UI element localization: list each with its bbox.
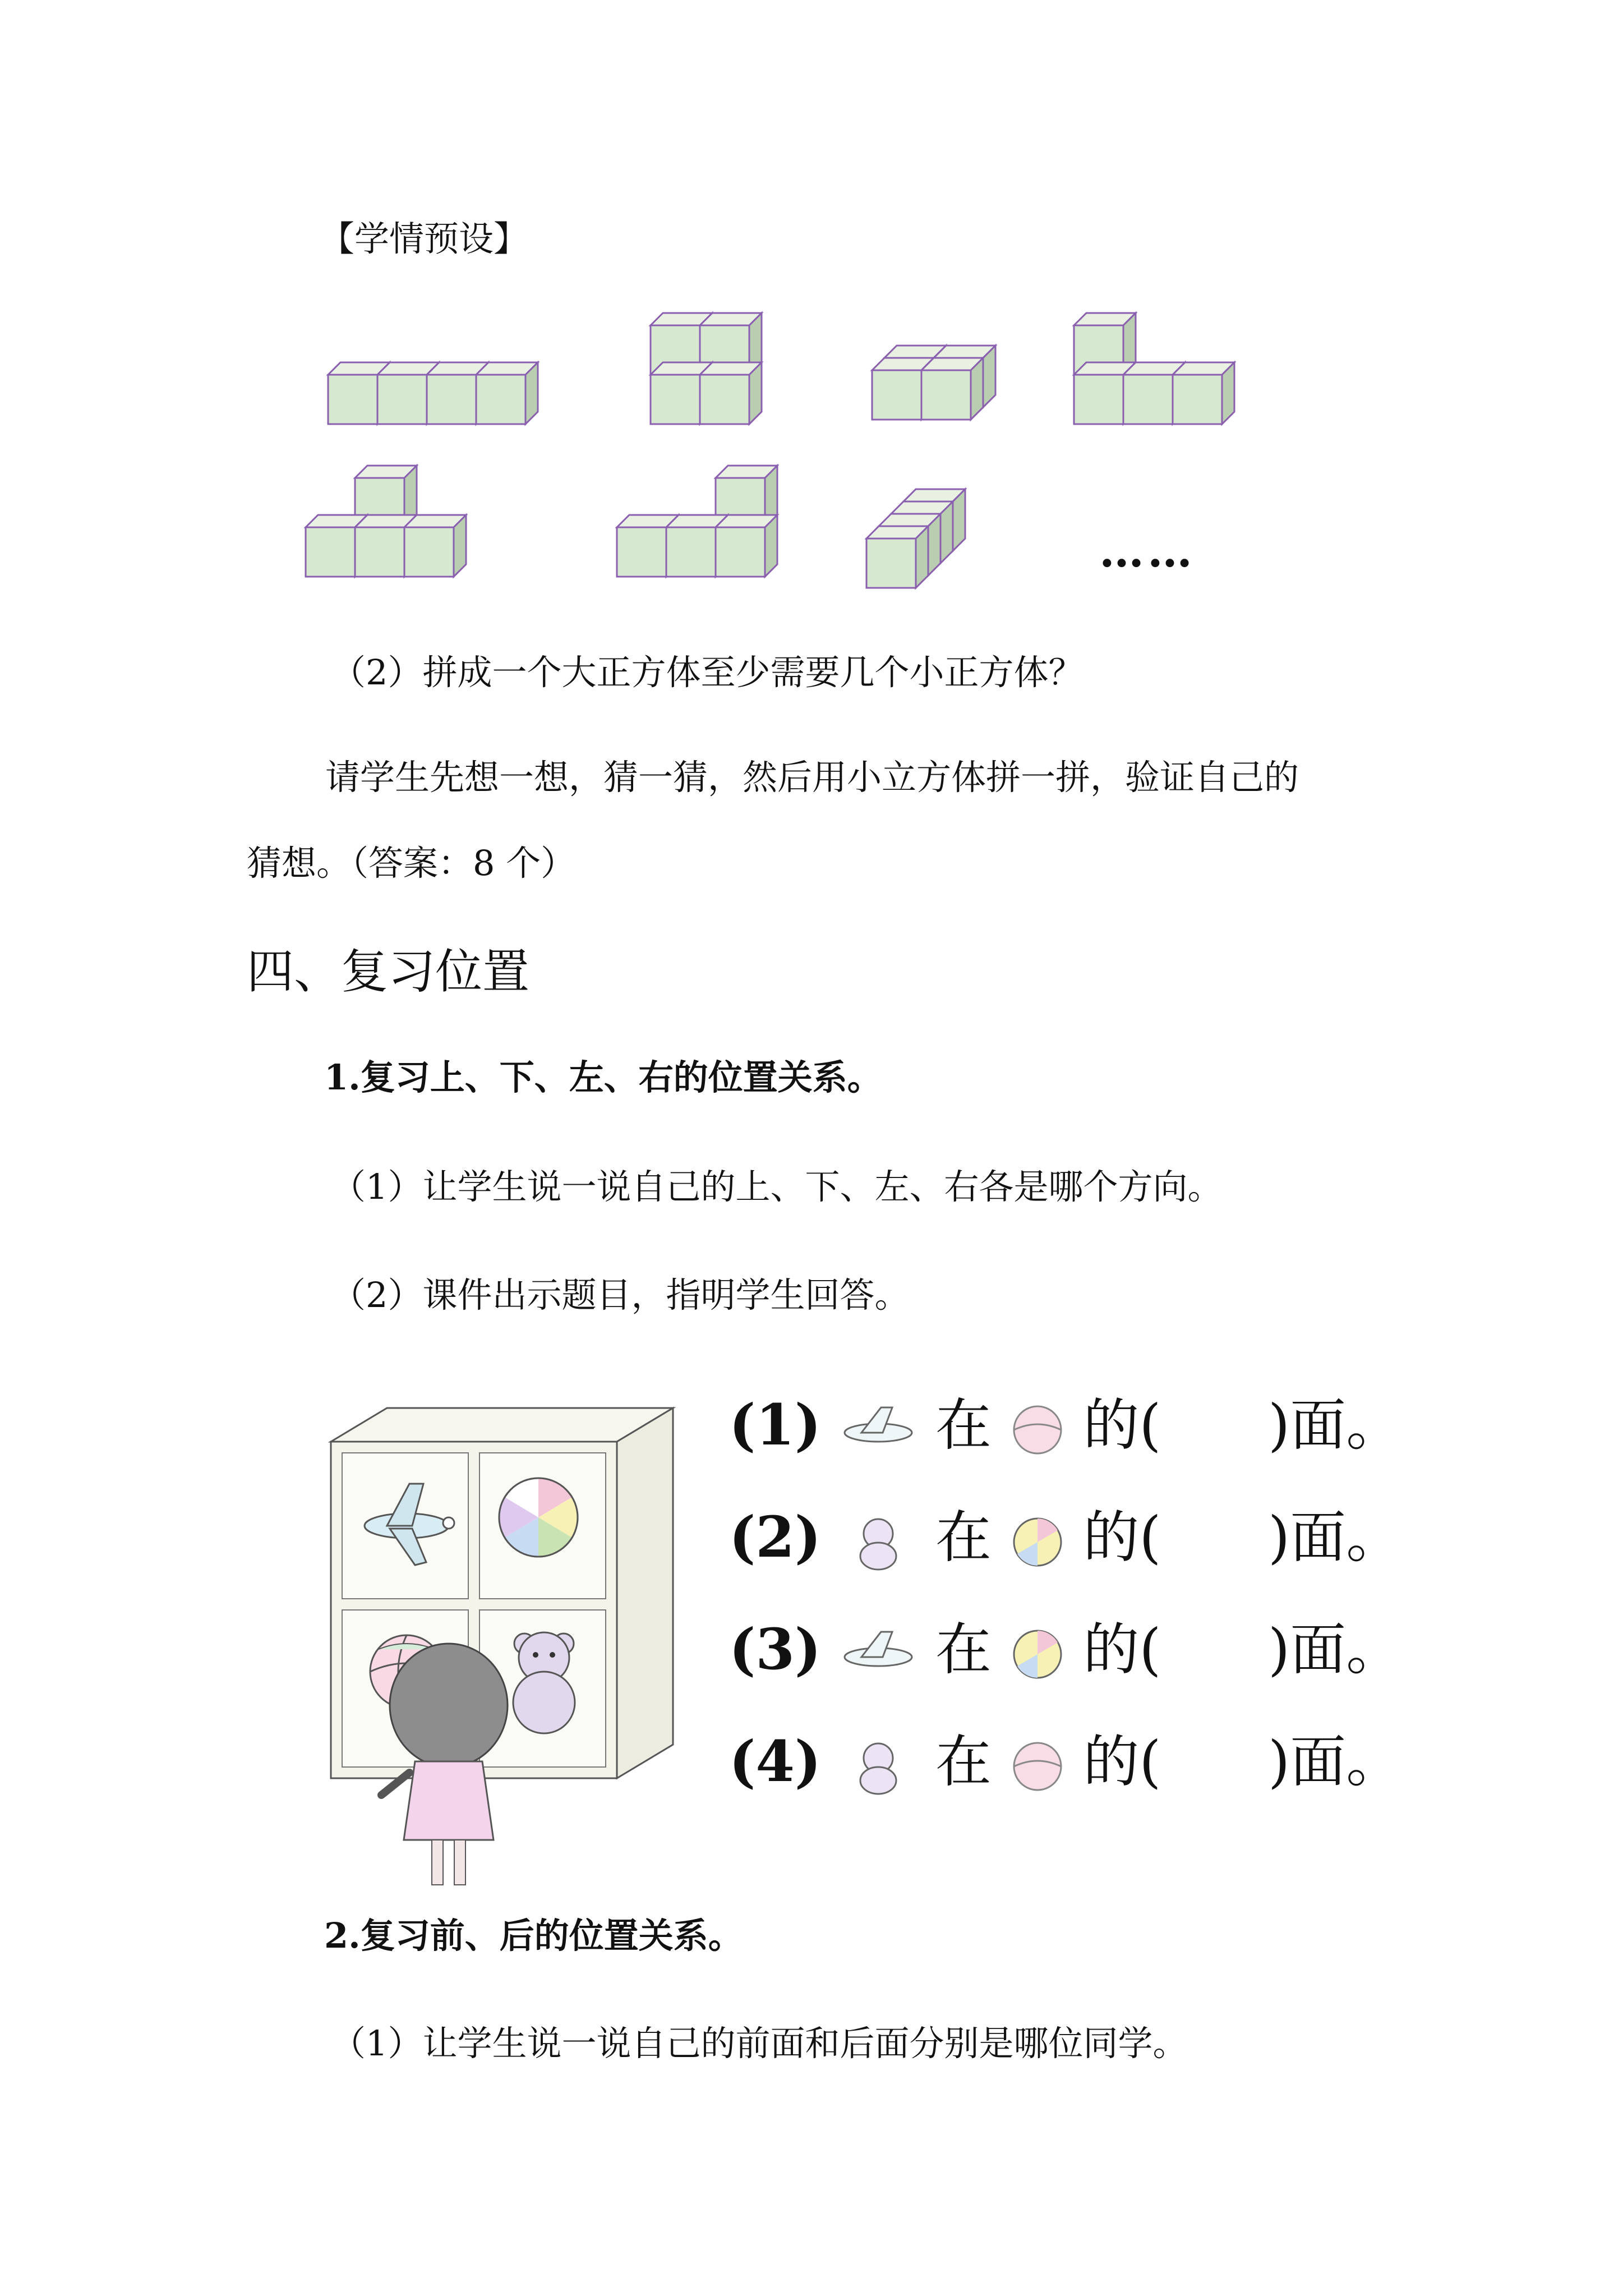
section-title: 四、复习位置: [247, 944, 530, 999]
beach-ball-icon: [1009, 1626, 1066, 1682]
answer-blank[interactable]: [1161, 1729, 1268, 1795]
teddy-bear-icon: [513, 1632, 575, 1733]
de-text: 的(: [1083, 1392, 1161, 1458]
question-number: (4): [729, 1728, 822, 1795]
teddy-bear-icon: [839, 1514, 917, 1570]
de-text: 的(: [1083, 1729, 1161, 1795]
mian-text: )面。: [1268, 1729, 1403, 1795]
section-header: 【学情预设】: [320, 218, 529, 259]
mian-text: )面。: [1268, 1392, 1403, 1458]
cube-shape-reverse-l: [617, 466, 777, 577]
teddy-bear-icon: [839, 1738, 917, 1795]
zai-text: 在: [935, 1392, 992, 1458]
question-row-1: [729, 1392, 1403, 1458]
question-number: (1): [729, 1392, 822, 1458]
cube-shape-t: [306, 466, 466, 577]
shelf-illustration: [314, 1408, 707, 1857]
volleyball-icon: [1009, 1738, 1066, 1795]
ellipsis: ……: [1099, 524, 1196, 577]
sub2-item1: （1）让学生说一说自己的前面和后面分别是哪位同学。: [331, 2023, 1188, 2064]
beach-ball-icon: [499, 1478, 578, 1557]
cube-shape-flat-block: [872, 346, 995, 420]
volleyball-icon: [1009, 1402, 1066, 1458]
zai-text: 在: [935, 1617, 992, 1682]
mian-text: )面。: [1268, 1504, 1403, 1570]
cube-figures: [0, 0, 1623, 617]
zai-text: 在: [935, 1729, 992, 1795]
cube-shape-row-of-four: [328, 362, 538, 424]
sub1-item1: （1）让学生说一说自己的上、下、左、右各是哪个方向。: [331, 1166, 1223, 1207]
question-row-2: [729, 1504, 1403, 1570]
instruction-line-2: 猜想。（答案：8 个）: [247, 843, 576, 884]
question-number: (2): [729, 1504, 822, 1570]
cube-shape-depth-row: [866, 489, 965, 588]
instruction-line-1: 请学生先想一想，猜一猜，然后用小立方体拼一拼，验证自己的: [325, 757, 1299, 798]
question-row-3: [729, 1616, 1403, 1682]
airplane-icon: [839, 1405, 917, 1455]
question-number: (3): [729, 1616, 822, 1682]
de-text: 的(: [1083, 1504, 1161, 1570]
beach-ball-icon: [1009, 1514, 1066, 1570]
cube-shape-square: [651, 313, 762, 424]
zai-text: 在: [935, 1504, 992, 1570]
cube-shape-l: [1074, 313, 1234, 424]
question-row-4: [729, 1728, 1403, 1795]
sub1-title: 1.复习上、下、左、右的位置关系。: [324, 1057, 882, 1098]
sub2-title: 2.复习前、后的位置关系。: [324, 1915, 743, 1956]
question-2: （2）拼成一个大正方体至少需要几个小正方体？: [331, 652, 1083, 693]
answer-blank[interactable]: [1161, 1504, 1268, 1570]
answer-blank[interactable]: [1161, 1617, 1268, 1682]
airplane-icon: [839, 1629, 917, 1680]
answer-blank[interactable]: [1161, 1392, 1268, 1458]
mian-text: )面。: [1268, 1617, 1403, 1682]
sub1-item2: （2）课件出示题目，指明学生回答。: [331, 1274, 910, 1315]
de-text: 的(: [1083, 1617, 1161, 1682]
